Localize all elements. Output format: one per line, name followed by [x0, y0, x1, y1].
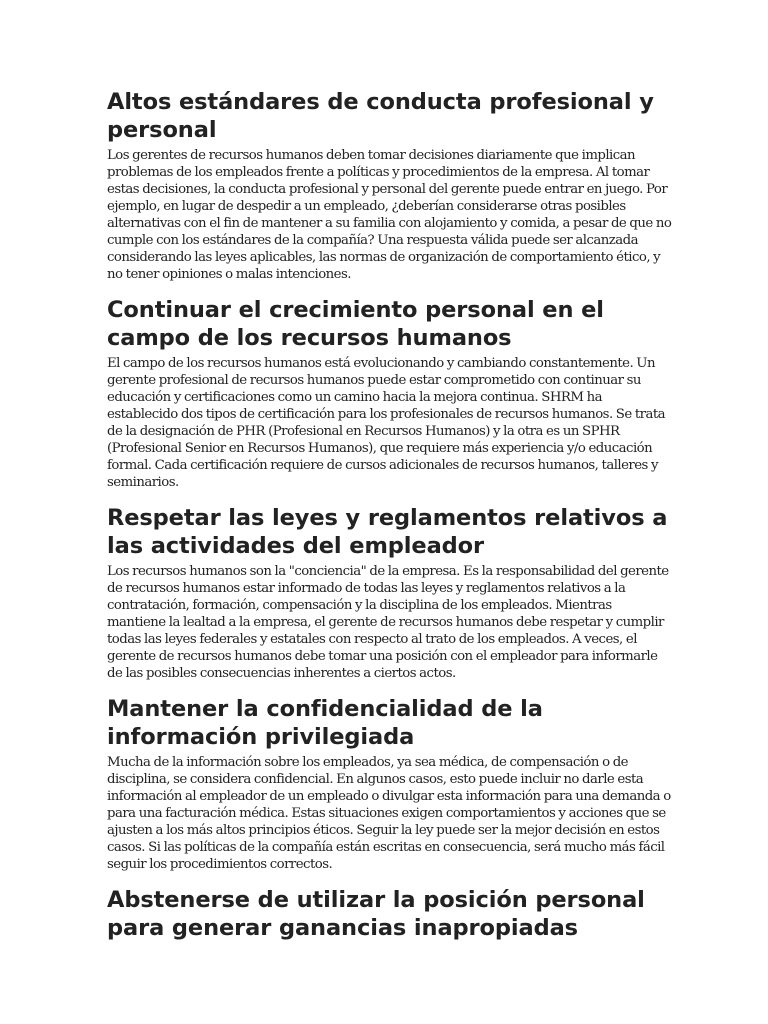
section-body: Los gerentes de recursos humanos deben tomar decisiones diariamente que implican problemas de los empleados frente a políticas y procedimientos de la empresa. Al tomar estas decisiones, la conducta profesional y personal del gerente puede entrar en juego. Por ejemplo, en lugar de despedir a un empleado, ¿deberían considerarse otras posibles alternativas con el fin de mantener a su familia con alojamiento y comida, a pesar de que no cumple con los estándares de la compañía? Una respuesta válida puede ser alcanzada considerando las leyes aplicables, las normas de organización de comportamiento ético, y no tener opiniones o malas intenciones.: [107, 148, 672, 282]
section-respect-laws: [107, 504, 672, 682]
section-body: Los recursos humanos son la "conciencia" de la empresa. Es la responsabilidad del gerente de recursos humanos estar informado de todas las leyes y reglamentos relativos a la contratación, formación, compensación y la disciplina de los empleados. Mientras mantiene la lealtad a la empresa, el gerente de recursos humanos debe respetar y cumplir todas las leyes federales y estatales con respecto al trato de los empleados. A veces, el gerente de recursos humanos debe tomar una posición con el empleador para informarle de las posibles consecuencias inherentes a ciertos actos.: [107, 564, 669, 681]
section-body: El campo de los recursos humanos está evolucionando y cambiando constantemente. Un gerente profesional de recursos humanos puede estar comprometido con continuar su educación y certificaciones como un camino hacia la mejora continua. SHRM ha establecido dos tipos de certificación para los profesionales de recursos humanos. Se trata de la designación de PHR (Profesional en Recursos Humanos) y la otra es un SPHR (Profesional Senior en Recursos Humanos), que requiere más experiencia y/o educación formal. Cada certificación requiere de cursos adicionales de recursos humanos, talleres y seminarios.: [107, 356, 666, 490]
section-heading: Respetar las leyes y reglamentos relativos a las actividades del empleador: [107, 505, 668, 559]
section-professional-conduct: [107, 88, 672, 283]
section-heading: Continuar el crecimiento personal en el campo de los recursos humanos: [107, 297, 604, 351]
section-no-personal-gain: [107, 886, 672, 942]
section-personal-growth: [107, 296, 672, 491]
section-heading: Abstenerse de utilizar la posición personal para generar ganancias inapropiadas: [107, 887, 645, 941]
section-body: Mucha de la información sobre los empleados, ya sea médica, de compensación o de disciplina, se considera confidencial. En algunos casos, esto puede incluir no darle esta información al empleador de un empleado o divulgar esta información para una demanda o para una facturación médica. Estas situaciones exigen comportamientos y acciones que se ajusten a los más altos principios éticos. Seguir la ley puede ser la mejor decisión en estos casos. Si las políticas de la compañía están escritas en consecuencia, será mucho más fácil seguir los procedimientos correctos.: [107, 755, 671, 872]
section-heading: Mantener la confidencialidad de la información privilegiada: [107, 696, 543, 750]
section-confidentiality: [107, 695, 672, 873]
section-heading: Altos estándares de conducta profesional y personal: [107, 89, 654, 143]
